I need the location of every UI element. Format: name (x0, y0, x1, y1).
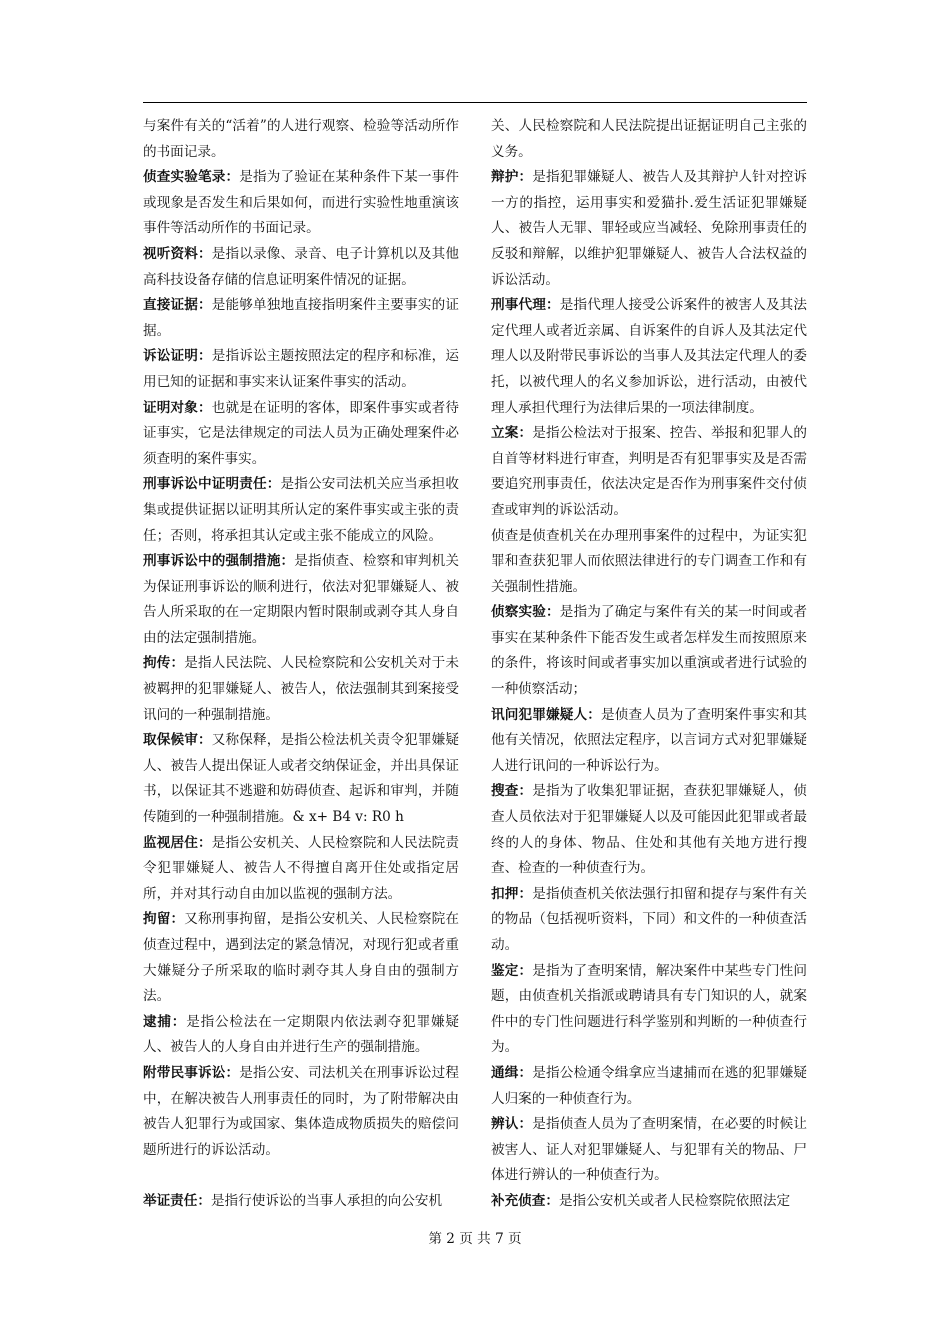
entry-term: 诉讼证明： (143, 348, 212, 365)
entry-term: 拘留： (143, 911, 185, 928)
entry-definition: 是指代理人接受公诉案件的被害人及其法定代理人或者近亲属、自诉案件的自诉人及其法定代理人以及附带民事诉讼的当事人及其法定代理人的委托，以被代理人的名义参加诉讼，进行活动，由被代理人承担代理行为法律后果的一项法律制度。 (491, 297, 808, 416)
left-column (143, 114, 459, 1215)
entry-definition: 又称保释，是指公检法机关责令犯罪嫌疑人、被告人提出保证人或者交纳保证金，并出具保证书，以保证其不逃避和妨碍侦查、起诉和审判，并随传随到的一种强制措施。& x+ B4 v: R0 h (143, 732, 460, 826)
page-footer: 第 2 页 共 7 页 (428, 1231, 522, 1247)
entry-term: 举证责任： (143, 1192, 211, 1209)
entry-definition: 也就是在证明的客体，即案件事实或者待证事实，它是法律规定的司法人员为正确处理案件必须查明的案件事实。 (143, 399, 460, 467)
entry-term: 刑事代理： (491, 297, 560, 314)
entry-term: 视听资料： (143, 245, 212, 262)
entry-definition: 是指为了确定与案件有关的某一时间或者事实在某种条件下能否发生或者怎样发生而按照原来的条件，将该时间或者事实加以重演或者进行试验的一种侦察活动； (491, 604, 808, 698)
entry-definition: 是指公检法在一定期限内依法剥夺犯罪嫌疑人、被告人的人身自由并进行生产的强制措施。 (143, 1013, 460, 1056)
entry-term: 侦查实验笔录： (143, 169, 240, 186)
entry-definition: 是指人民法院、人民检察院和公安机关对于未被羁押的犯罪嫌疑人、被告人，依法强制其到案接受讯问的一种强制措施。 (143, 655, 460, 723)
header-rule (143, 102, 807, 103)
entry-term: 刑事诉讼中的强制措施： (143, 553, 295, 570)
glossary-entry (143, 549, 459, 651)
entry-term: 刑事诉讼中证明责任： (143, 476, 281, 493)
entry-term: 侦察实验： (491, 604, 560, 621)
glossary-entry (143, 651, 459, 728)
entry-definition: 是指为了验证在某种条件下某一事件或现象是否发生和后果如何，而进行实验性地重演该事件等活动所作的书面记录。 (143, 169, 460, 237)
entry-term: 讯问犯罪嫌疑人： (491, 706, 601, 723)
glossary-entry (143, 907, 459, 1009)
glossary-entry (491, 959, 807, 1061)
glossary-entry (143, 472, 459, 549)
glossary-entry (491, 1189, 807, 1215)
glossary-entry (143, 1061, 459, 1163)
entry-definition: 是指行使诉讼的当事人承担的向公安机 (210, 1192, 443, 1209)
entry-term: 附带民事诉讼： (143, 1064, 240, 1081)
glossary-entry (143, 1010, 459, 1061)
entry-term: 逮捕： (143, 1013, 187, 1030)
entry-term: 通缉： (491, 1064, 533, 1081)
glossary-entry (143, 728, 459, 830)
glossary-entry (143, 1189, 459, 1215)
glossary-entry (491, 703, 807, 780)
entry-term: 证明对象： (143, 399, 212, 416)
glossary-entry (491, 1061, 807, 1112)
entry-definition: 侦查是侦查机关在办理刑事案件的过程中，为证实犯罪和查获犯罪人而依照法律进行的专门调查工作和有关强制性措施。 (491, 527, 807, 595)
entry-definition: 是指以录像、录音、电子计算机以及其他高科技设备存储的信息证明案件情况的证据。 (143, 245, 460, 288)
entry-term: 扣押： (491, 885, 533, 902)
entry-definition: 是指侦查机关依法强行扣留和提存与案件有关的物品（包括视听资料，下同）和文件的一种侦查活动。 (491, 885, 808, 953)
glossary-entry (143, 165, 459, 242)
entry-definition: 是指公安司法机关应当承担收集或提供证据以证明其所认定的案件事实或主张的责任；否则，将承担其认定或主张不能成立的风险。 (143, 476, 460, 544)
entry-definition: 是指为了收集犯罪证据，查获犯罪嫌疑人，侦查人员依法对于犯罪嫌疑人以及可能因此犯罪或者最终的人的身体、物品、住处和其他有关地方进行搜查、检查的一种侦查行为。 (491, 783, 808, 877)
entry-definition: 是指公检通令缉拿应当逮捕而在逃的犯罪嫌疑人归案的一种侦查行为。 (491, 1064, 808, 1107)
entry-term: 鉴定： (491, 962, 533, 979)
entry-definition: 关、人民检察院和人民法院提出证据证明自己主张的义务。 (491, 118, 807, 160)
glossary-entry (491, 524, 807, 601)
entry-term: 拘传： (143, 655, 185, 672)
glossary-entry (491, 114, 807, 165)
entry-term: 监视居住： (143, 834, 212, 851)
entry-term: 辨认： (491, 1116, 533, 1133)
glossary-entry (143, 396, 459, 473)
entry-term: 辩护： (491, 169, 533, 186)
glossary-entry (143, 831, 459, 908)
glossary-entry (491, 882, 807, 959)
entry-term: 直接证据： (143, 297, 212, 314)
glossary-entry (143, 293, 459, 344)
entry-definition: 是能够单独地直接指明案件主要事实的证据。 (143, 297, 460, 339)
entry-definition: 是指公安、司法机关在刑事诉讼过程中，在解决被告人刑事责任的同时，为了附带解决由被告人犯罪行为或国家、集体造成物质损失的赔偿问题所进行的诉讼活动。 (143, 1064, 460, 1158)
entry-term: 搜查： (491, 783, 533, 800)
entry-definition: 是侦查人员为了查明案件事实和其他有关情况，依照法定程序，以言词方式对犯罪嫌疑人进行讯问的一种诉讼行为。 (491, 706, 808, 774)
glossary-entry (143, 344, 459, 395)
entry-definition: 是指公安机关、人民检察院和人民法院责令犯罪嫌疑人、被告人不得擅自离开住处或指定居所，并对其行动自由加以监视的强制方法。 (143, 834, 460, 902)
glossary-entry (491, 600, 807, 702)
entry-term: 补充侦查： (491, 1192, 559, 1209)
entry-definition: 是指为了查明案情，解决案件中某些专门性问题，由侦查机关指派或聘请具有专门知识的人，就案件中的专门性问题进行科学鉴别和判断的一种侦查行为。 (491, 962, 808, 1056)
entry-definition: 是指侦查、检察和审判机关为保证刑事诉讼的顺利进行，依法对犯罪嫌疑人、被告人所采取的在一定期限内暂时限制或剥夺其人身自由的法定强制措施。 (143, 553, 459, 646)
glossary-entry (143, 114, 459, 165)
right-column (491, 114, 807, 1215)
entry-definition: 是指公检法对于报案、控告、举报和犯罪人的自首等材料进行审查，判明是否有犯罪事实及是否需要追究刑事责任，依法决定是否作为刑事案件交付侦查或审判的诉讼活动。 (491, 425, 808, 518)
entry-definition: 又称刑事拘留，是指公安机关、人民检察院在侦查过程中，遇到法定的紧急情况，对现行犯或者重大嫌疑分子所采取的临时剥夺其人身自由的强制方法。 (143, 911, 460, 1005)
entry-term: 取保候审： (143, 732, 212, 749)
glossary-entry (491, 293, 807, 421)
entry-definition: 是指诉讼主题按照法定的程序和标准，运用已知的证据和事实来认证案件事实的活动。 (143, 348, 460, 390)
glossary-entry (491, 1112, 807, 1189)
glossary-entry (491, 779, 807, 881)
glossary-entry (143, 242, 459, 293)
entry-definition: 是指侦查人员为了查明案情，在必要的时候让被害人、证人对犯罪嫌疑人、与犯罪有关的物品、尸体进行辨认的一种侦查行为。 (491, 1116, 808, 1184)
entry-definition: 是指犯罪嫌疑人、被告人及其辩护人针对控诉一方的指控，运用事实和爱猫扑.爱生活证犯罪嫌疑人、被告人无罪、罪轻或应当减轻、免除刑事责任的反驳和辩解，以维护犯罪嫌疑人、被告人合法权益的诉讼活动。 (491, 169, 808, 288)
entry-definition: 是指公安机关或者人民检察院依照法定 (558, 1192, 791, 1209)
glossary-entry (491, 421, 807, 523)
glossary-entry (491, 165, 807, 293)
entry-term: 立案： (491, 425, 533, 442)
entry-definition: 与案件有关的“活着”的人进行观察、检验等活动所作的书面记录。 (143, 118, 459, 160)
